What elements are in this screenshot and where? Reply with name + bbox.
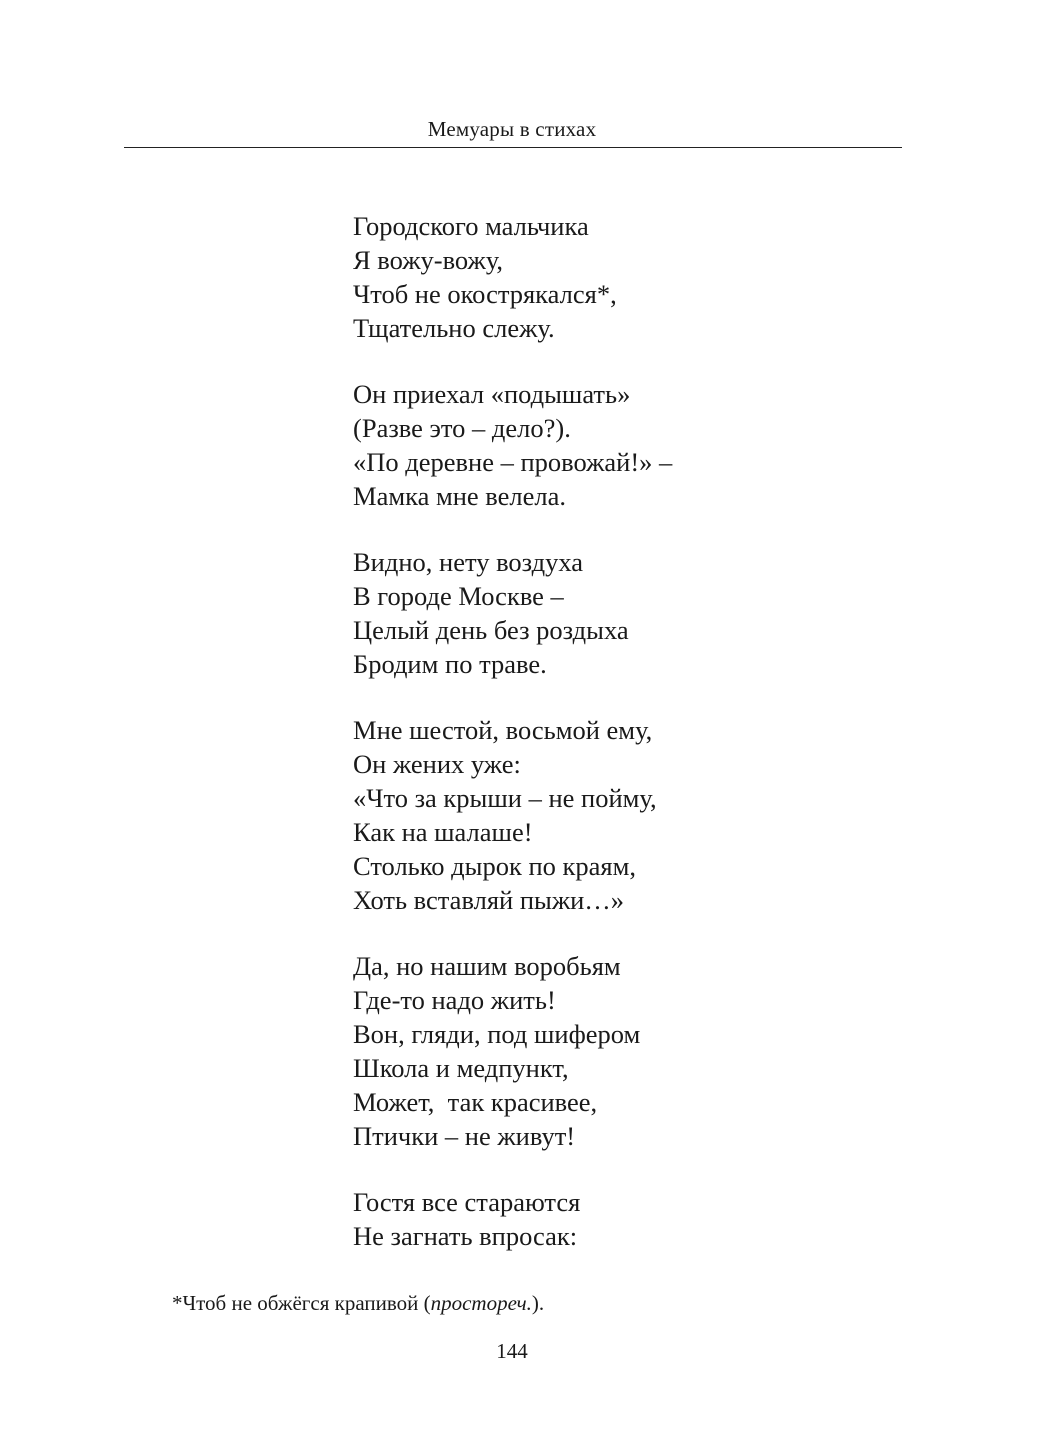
verse-line: Как на шалаше! xyxy=(353,817,533,847)
stanza-6 xyxy=(353,1185,672,1253)
verse-line: Столько дырок по краям, xyxy=(353,851,636,881)
verse-line: Я вожу-вожу, xyxy=(353,245,504,275)
verse-line: Городского мальчика xyxy=(353,211,589,241)
verse-line: (Разве это – дело?). xyxy=(353,413,571,443)
verse-line: Целый день без роздыха xyxy=(353,615,629,645)
verse-line: Да, но нашим воробьям xyxy=(353,951,621,981)
running-header: Мемуары в стихах xyxy=(427,117,597,141)
verse-line: Мне шестой, восьмой ему, xyxy=(353,715,653,745)
stanza-1 xyxy=(353,209,672,345)
verse-line: «Что за крыши – не пойму, xyxy=(353,783,657,813)
header-rule xyxy=(124,147,902,148)
verse-line: Где-то надо жить! xyxy=(353,985,556,1015)
verse-line: Вон, гляди, под шифером xyxy=(353,1019,641,1049)
verse-line: Не загнать впросак: xyxy=(353,1221,578,1251)
verse-line: В городе Москве – xyxy=(353,581,564,611)
stanza-2 xyxy=(353,377,672,513)
verse-line: Мамка мне велела. xyxy=(353,481,567,511)
verse-line: «По деревне – провожай!» – xyxy=(353,447,673,477)
verse-line: Он жених уже: xyxy=(353,749,521,779)
verse-line: Гостя все стараются xyxy=(353,1187,581,1217)
footnote xyxy=(172,1291,544,1316)
verse-line: Птички – не живут! xyxy=(353,1121,576,1151)
verse-line: Он приехал «подышать» xyxy=(353,379,631,409)
verse-line: Может, так красивее, xyxy=(353,1087,598,1117)
footnote-usage-note: простореч. xyxy=(430,1291,532,1315)
stanza-4 xyxy=(353,713,672,917)
page-number: 144 xyxy=(496,1339,528,1363)
verse-line: Бродим по траве. xyxy=(353,649,547,679)
footnote-text: *Чтоб не обжёгся крапивой ( xyxy=(172,1291,431,1315)
stanza-3 xyxy=(353,545,672,681)
poem xyxy=(353,209,672,1253)
footnote-closing: ). xyxy=(531,1291,545,1315)
verse-line: Тщательно слежу. xyxy=(353,313,555,343)
verse-line: Хоть вставляй пыжи…» xyxy=(353,885,625,915)
verse-line: Школа и медпункт, xyxy=(353,1053,569,1083)
stanza-5 xyxy=(353,949,672,1153)
verse-line: Видно, нету воздуха xyxy=(353,547,584,577)
verse-line: Чтоб не окострякался*, xyxy=(353,279,617,309)
